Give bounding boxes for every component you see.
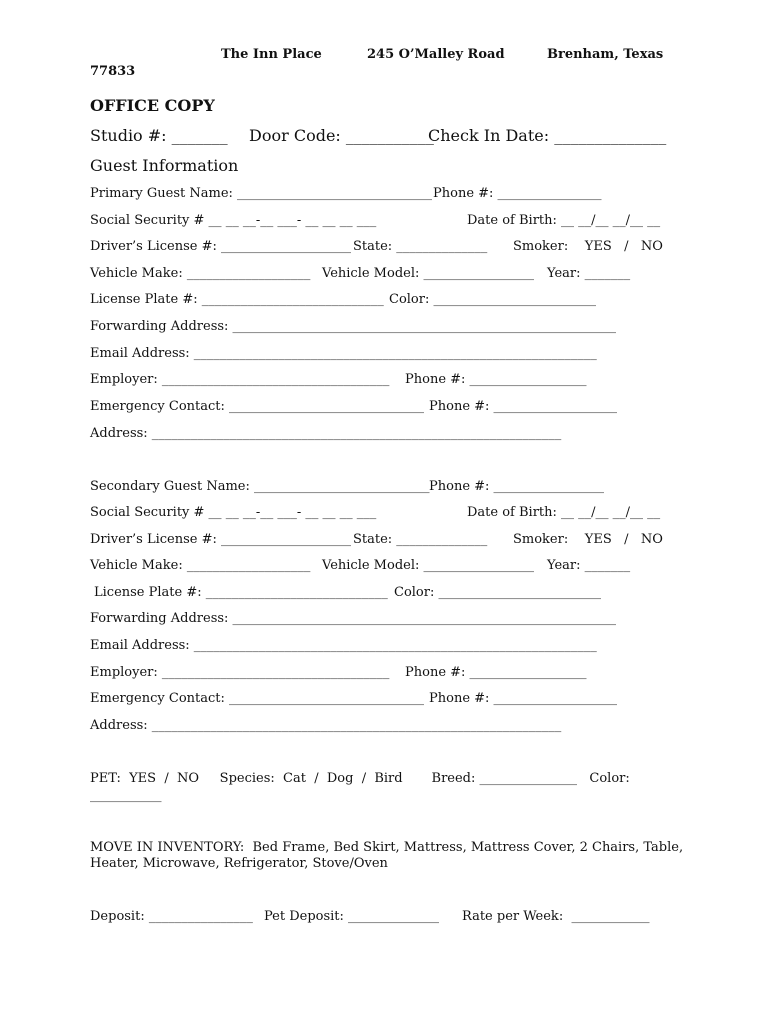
check-in-date-field[interactable]: Check In Date: ______________ bbox=[428, 126, 667, 145]
studio-field[interactable]: Studio #: _______ bbox=[90, 126, 228, 145]
primary-plate-field[interactable]: License Plate #: ____________________________ bbox=[90, 292, 384, 307]
pet-color-field[interactable]: ___________ bbox=[90, 788, 162, 803]
pet-line[interactable]: PET: YES / NO Species: Cat / Dog / Bird Breed: _______________ Color: bbox=[90, 771, 630, 786]
inn-zip: 77833 bbox=[90, 64, 136, 79]
inn-street: 245 O’Malley Road bbox=[367, 47, 505, 62]
secondary-license-field[interactable]: Driver’s License #: ____________________ bbox=[90, 532, 352, 547]
primary-employer-field[interactable]: Employer: ___________________________________ bbox=[90, 372, 390, 387]
primary-emergency-field[interactable]: Emergency Contact: ______________________________ bbox=[90, 399, 425, 414]
secondary-employer-phone-field[interactable]: Phone #: __________________ bbox=[405, 665, 587, 680]
primary-forwarding-field[interactable]: Forwarding Address: ___________________________________________________________ bbox=[90, 319, 617, 334]
primary-address-field[interactable]: Address: _______________________________________________________________ bbox=[90, 426, 562, 441]
primary-year-field[interactable]: Year: _______ bbox=[547, 266, 631, 281]
inventory-line-2: Heater, Microwave, Refrigerator, Stove/Oven bbox=[90, 856, 388, 871]
secondary-dob-field[interactable]: Date of Birth: __ __/__ __/__ __ bbox=[467, 505, 661, 520]
secondary-state-field[interactable]: State: ______________ bbox=[353, 532, 488, 547]
secondary-guest-name-field[interactable]: Secondary Guest Name: ___________________________ bbox=[90, 479, 430, 494]
rate-per-week-field[interactable]: Rate per Week: ____________ bbox=[462, 909, 650, 924]
primary-dob-field[interactable]: Date of Birth: __ __/__ __/__ __ bbox=[467, 213, 661, 228]
secondary-color-field[interactable]: Color: _________________________ bbox=[394, 585, 601, 600]
inventory-line-1: MOVE IN INVENTORY: Bed Frame, Bed Skirt, Mattress, Mattress Cover, 2 Chairs, Table, bbox=[90, 840, 684, 855]
secondary-employer-field[interactable]: Employer: ___________________________________ bbox=[90, 665, 390, 680]
secondary-emergency-field[interactable]: Emergency Contact: ______________________________ bbox=[90, 691, 425, 706]
secondary-vehicle-make-field[interactable]: Vehicle Make: ___________________ bbox=[90, 558, 311, 573]
inn-city: Brenham, Texas bbox=[547, 47, 664, 62]
primary-ssn-field[interactable]: Social Security # __ __ __-__ ___- __ __ __ ___ bbox=[90, 213, 377, 228]
primary-vehicle-model-field[interactable]: Vehicle Model: _________________ bbox=[322, 266, 535, 281]
inn-name: The Inn Place bbox=[221, 47, 322, 62]
primary-guest-name-field[interactable]: Primary Guest Name: ______________________________ bbox=[90, 186, 433, 201]
primary-employer-phone-field[interactable]: Phone #: __________________ bbox=[405, 372, 587, 387]
door-code-field[interactable]: Door Code: ___________ bbox=[249, 126, 434, 145]
secondary-address-field[interactable]: Address: _______________________________________________________________ bbox=[90, 718, 562, 733]
primary-smoker-choice[interactable]: Smoker: YES / NO bbox=[513, 239, 663, 254]
secondary-plate-field[interactable]: License Plate #: ____________________________ bbox=[94, 585, 388, 600]
primary-emergency-phone-field[interactable]: Phone #: ___________________ bbox=[429, 399, 618, 414]
primary-color-field[interactable]: Color: _________________________ bbox=[389, 292, 596, 307]
pet-deposit-field[interactable]: Pet Deposit: ______________ bbox=[264, 909, 440, 924]
primary-email-field[interactable]: Email Address: ______________________________________________________________ bbox=[90, 346, 597, 361]
primary-guest-phone-field[interactable]: Phone #: ________________ bbox=[433, 186, 602, 201]
secondary-ssn-field[interactable]: Social Security # __ __ __-__ ___- __ __ __ ___ bbox=[90, 505, 377, 520]
primary-state-field[interactable]: State: ______________ bbox=[353, 239, 488, 254]
primary-vehicle-make-field[interactable]: Vehicle Make: ___________________ bbox=[90, 266, 311, 281]
copy-label: OFFICE COPY bbox=[90, 96, 215, 115]
secondary-email-field[interactable]: Email Address: ______________________________________________________________ bbox=[90, 638, 597, 653]
secondary-year-field[interactable]: Year: _______ bbox=[547, 558, 631, 573]
secondary-emergency-phone-field[interactable]: Phone #: ___________________ bbox=[429, 691, 618, 706]
secondary-guest-phone-field[interactable]: Phone #: _________________ bbox=[429, 479, 605, 494]
section-title: Guest Information bbox=[90, 156, 239, 175]
deposit-field[interactable]: Deposit: ________________ bbox=[90, 909, 253, 924]
secondary-vehicle-model-field[interactable]: Vehicle Model: _________________ bbox=[322, 558, 535, 573]
primary-license-field[interactable]: Driver’s License #: ____________________ bbox=[90, 239, 352, 254]
secondary-forwarding-field[interactable]: Forwarding Address: ___________________________________________________________ bbox=[90, 611, 617, 626]
secondary-smoker-choice[interactable]: Smoker: YES / NO bbox=[513, 532, 663, 547]
